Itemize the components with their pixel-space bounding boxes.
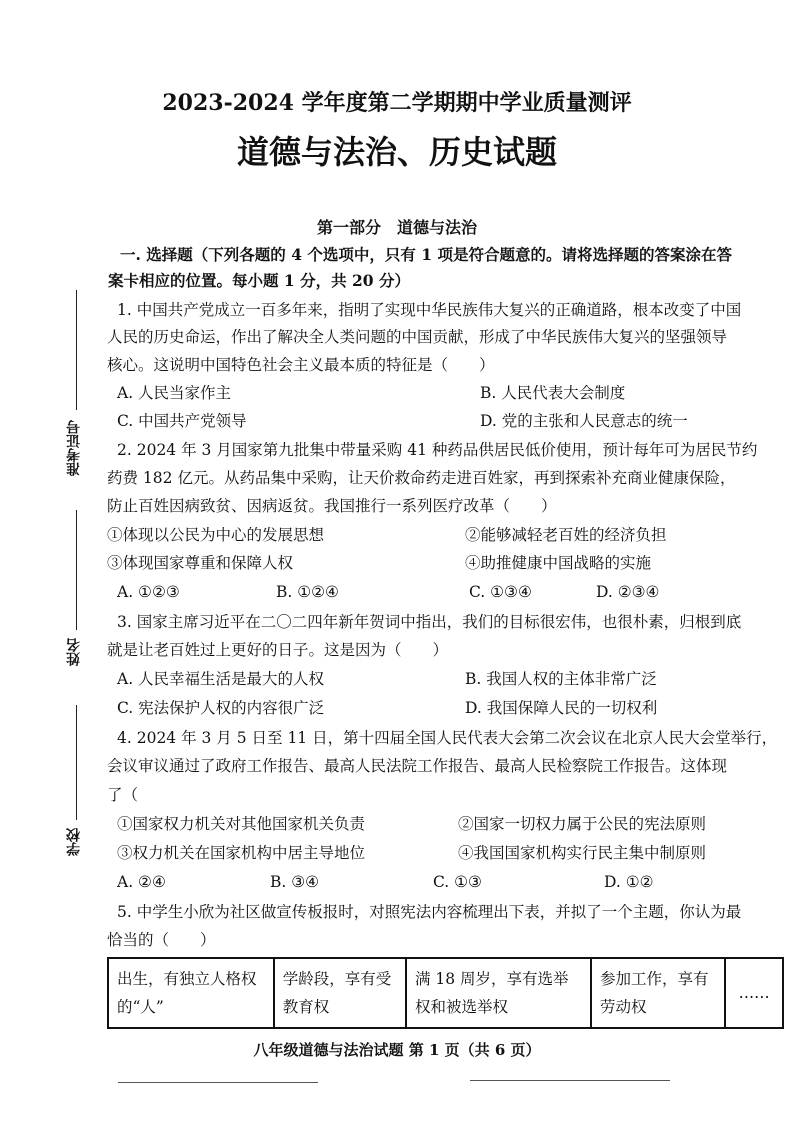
q2-option-b: B. ①②④ bbox=[276, 583, 339, 601]
q4-statement-1: ①国家权力机关对其他国家机关负责 bbox=[117, 815, 366, 833]
q2-statement-2: ②能够减轻老百姓的经济负担 bbox=[465, 526, 667, 544]
q1-option-b: B. 人民代表大会制度 bbox=[480, 384, 626, 402]
footer-divider-right bbox=[470, 1080, 670, 1081]
q4-option-a: A. ②④ bbox=[117, 873, 166, 891]
q5-stem-line2: 恰当的（ ） bbox=[107, 931, 216, 949]
binding-line-exam-id bbox=[76, 510, 77, 630]
q1-option-c: C. 中国共产党领导 bbox=[117, 412, 247, 430]
binding-line-top bbox=[76, 290, 77, 410]
q3-option-b: B. 我国人权的主体非常广泛 bbox=[465, 670, 657, 688]
q2-statement-1: ①体现以公民为中心的发展思想 bbox=[107, 526, 325, 544]
q4-statement-4: ④我国国家机构实行民主集中制原则 bbox=[458, 844, 707, 862]
page-footer: 八年级道德与法治试题 第 1 页（共 6 页） bbox=[253, 1041, 541, 1059]
q2-statement-4: ④助推健康中国战略的实施 bbox=[465, 554, 652, 572]
exam-id-label: 准考证号 bbox=[66, 420, 82, 476]
q1-stem-line3: 核心。这说明中国特色社会主义最本质的特征是（ ） bbox=[107, 356, 495, 374]
q2-option-a: A. ①②③ bbox=[117, 583, 180, 601]
table-row bbox=[108, 958, 783, 1028]
q2-statement-3: ③体现国家尊重和保障人权 bbox=[107, 554, 294, 572]
q1-option-d: D. 党的主张和人民意志的统一 bbox=[480, 412, 688, 430]
q4-stem-line3: 了（ bbox=[107, 786, 139, 804]
binding-line-name bbox=[76, 705, 77, 820]
q5-stem-line1: 5. 中学生小欣为社区做宣传板报时，对照宪法内容梳理出下表，并拟了一个主题，你认为最 bbox=[117, 903, 742, 921]
part-title: 第一部分 道德与法治 bbox=[316, 218, 477, 237]
q4-option-d: D. ①② bbox=[604, 873, 654, 891]
q3-option-d: D. 我国保障人民的一切权利 bbox=[465, 699, 658, 717]
q2-option-d: D. ②③④ bbox=[596, 583, 660, 601]
table-cell-age-18: 满 18 周岁，享有选举权和被选举权 bbox=[406, 958, 591, 1028]
table-cell-school-age: 学龄段，享有受教育权 bbox=[274, 958, 406, 1028]
section-instructions-line1: 一. 选择题（下列各题的 4 个选项中，只有 1 项是符合题意的。请将选择题的答案涂在答 bbox=[120, 245, 732, 264]
section-instructions-line2: 案卡相应的位置。每小题 1 分，共 20 分） bbox=[108, 271, 410, 290]
q4-stem-line1: 4. 2024 年 3 月 5 日至 11 日，第十四届全国人民代表大会第二次会议在北京人民大会堂举行， bbox=[117, 729, 778, 747]
q4-option-c: C. ①③ bbox=[433, 873, 482, 891]
name-label: 姓名 bbox=[66, 638, 82, 666]
q1-option-a: A. 人民当家作主 bbox=[117, 384, 232, 402]
q3-option-a: A. 人民幸福生活是最大的人权 bbox=[117, 670, 325, 688]
q1-stem-line1: 1. 中国共产党成立一百多年来，指明了实现中华民族伟大复兴的正确道路，根本改变了中国 bbox=[117, 301, 742, 319]
table-cell-work: 参加工作，享有劳动权 bbox=[591, 958, 725, 1028]
exam-year-title: 2023-2024 学年度第二学期期中学业质量测评 bbox=[162, 90, 632, 116]
q4-stem-line2: 会议审议通过了政府工作报告、最高人民法院工作报告、最高人民检察院工作报告。这体现 bbox=[107, 757, 728, 775]
q2-stem-line3: 防止百姓因病致贫、因病返贫。我国推行一系列医疗改革（ ） bbox=[107, 497, 557, 515]
exam-subject-title: 道德与法治、历史试题 bbox=[236, 133, 557, 171]
table-cell-birth: 出生，有独立人格权的“人” bbox=[108, 958, 274, 1028]
q3-option-c: C. 宪法保护人权的内容很广泛 bbox=[117, 699, 325, 717]
q2-option-c: C. ①③④ bbox=[469, 583, 532, 601]
q1-stem-line2: 人民的历史命运，作出了解决全人类问题的中国贡献，形成了中华民族伟大复兴的坚强领导 bbox=[107, 328, 728, 346]
q4-statement-2: ②国家一切权力属于公民的宪法原则 bbox=[458, 815, 707, 833]
q4-statement-3: ③权力机关在国家机构中居主导地位 bbox=[117, 844, 366, 862]
q2-stem-line2: 药费 182 亿元。从药品集中采购，让天价救命药走进百姓家，再到探索补充商业健康保险， bbox=[107, 469, 736, 487]
q3-stem-line1: 3. 国家主席习近平在二〇二四年新年贺词中指出，我们的目标很宏伟，也很朴素，归根到底 bbox=[117, 613, 742, 631]
q5-rights-table bbox=[107, 957, 784, 1029]
school-label: 学校 bbox=[66, 828, 82, 856]
q4-option-b: B. ③④ bbox=[270, 873, 320, 891]
footer-divider-left bbox=[118, 1082, 318, 1083]
table-cell-ellipsis: …… bbox=[725, 958, 783, 1028]
q3-stem-line2: 就是让老百姓过上更好的日子。这是因为（ ） bbox=[107, 641, 449, 659]
q2-stem-line1: 2. 2024 年 3 月国家第九批集中带量采购 41 种药品供居民低价使用，预计每年可为居民节约 bbox=[117, 441, 758, 459]
